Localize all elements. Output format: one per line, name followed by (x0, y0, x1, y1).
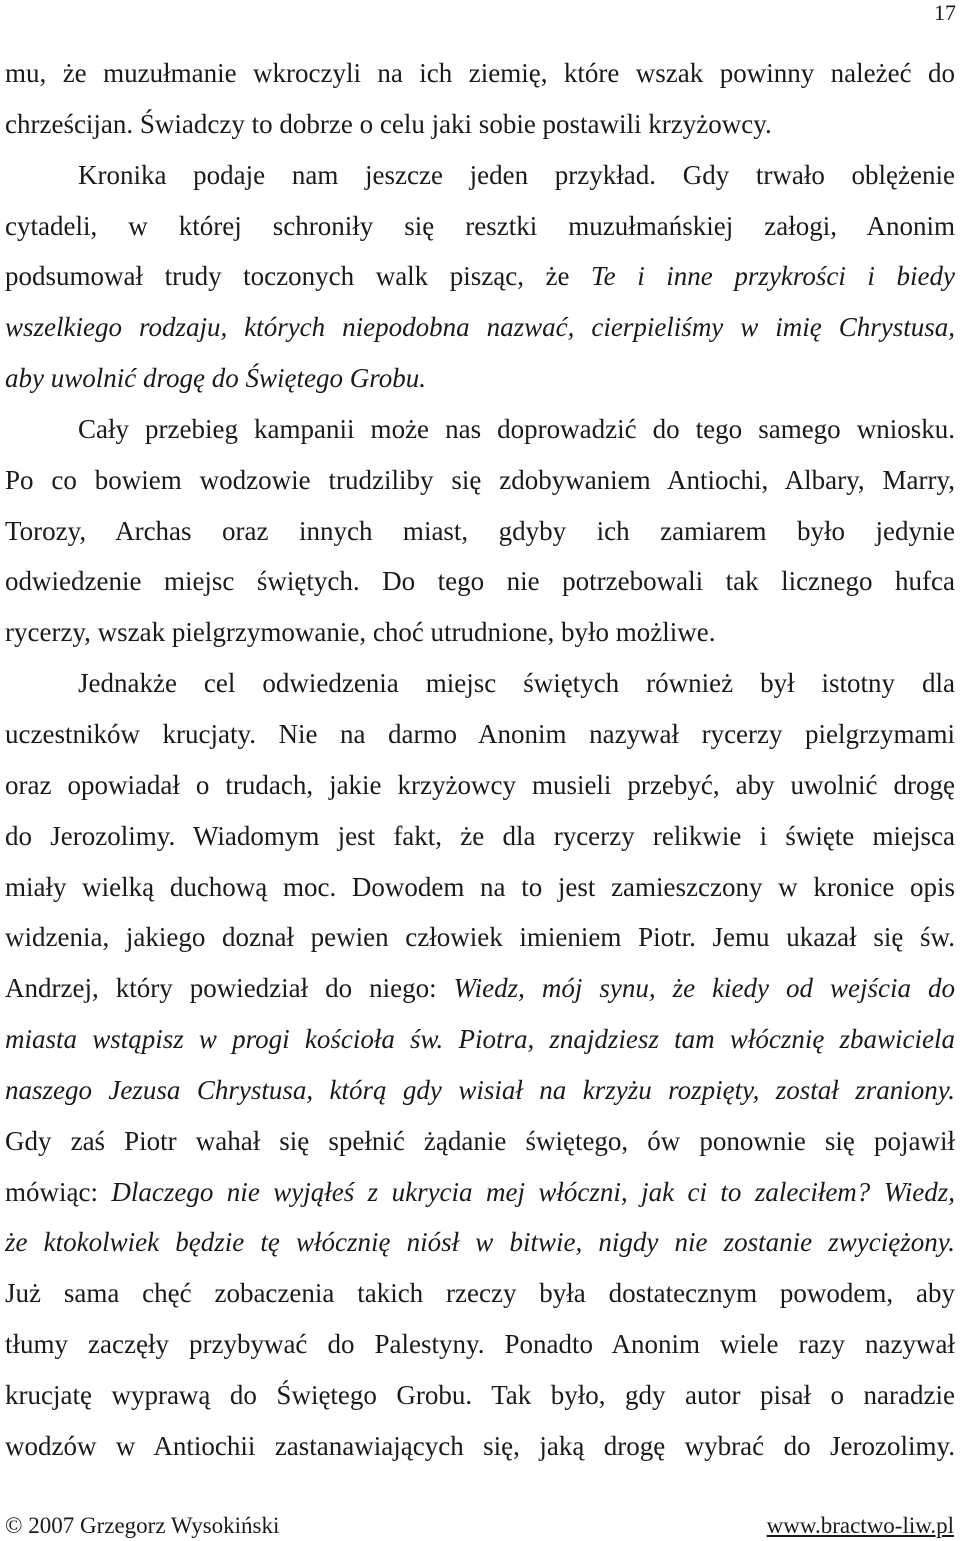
text-line (5, 302, 955, 353)
italic-quote-text: Dlaczego nie wyjąłeś z ukrycia mej włóczni, jak ci to zaleciłem? Wiedz, (111, 1176, 955, 1207)
text-line (5, 251, 955, 302)
body-text: Gdy zaś Piotr wahał się spełnić żądanie świętego, ów ponownie się pojawił (5, 1125, 955, 1156)
text-line (5, 48, 955, 99)
text-line (5, 912, 955, 963)
body-text: Kronika podaje nam jeszcze jeden przykład. Gdy trwało oblężenie (78, 159, 955, 190)
text-line (5, 1370, 955, 1421)
text-line (5, 709, 955, 760)
text-line (5, 1268, 955, 1319)
text-line (5, 404, 955, 455)
body-text: do Jerozolimy. Wiadomym jest fakt, że dla rycerzy relikwie i święte miejsca (5, 820, 955, 851)
body-text: Jednakże cel odwiedzenia miejsc świętych również był istotny dla (78, 668, 955, 699)
body-text: widzenia, jakiego doznał pewien człowiek imieniem Piotr. Jemu ukazał się św. (5, 922, 955, 953)
italic-quote-text: Te i inne przykrości i biedy (591, 261, 955, 292)
text-line (5, 862, 955, 913)
italic-quote-text: naszego Jezusa Chrystusa, którą gdy wisiał na krzyżu rozpięty, został zraniony. (5, 1074, 955, 1105)
body-text: cytadeli, w której schroniły się resztki muzułmańskiej załogi, Anonim (5, 210, 955, 241)
text-line (5, 455, 955, 506)
text-line (5, 556, 955, 607)
page-body-text (5, 48, 955, 1472)
body-text: oraz opowiadał o trudach, jakie krzyżowcy musieli przebyć, aby uwolnić drogę (5, 769, 955, 800)
text-line (5, 1319, 955, 1370)
body-text: podsumował trudy toczonych walk pisząc, że (5, 261, 592, 292)
body-text: uczestników krucjaty. Nie na darmo Anonim nazywał rycerzy pielgrzymami (5, 718, 955, 749)
body-text: miały wielką duchową moc. Dowodem na to jest zamieszczony w kronice opis (5, 871, 955, 902)
text-line (5, 760, 955, 811)
body-text: mu, że muzułmanie wkroczyli na ich ziemię, które wszak powinny należeć do (5, 58, 955, 88)
italic-quote-text: wszelkiego rodzaju, których niepodobna nazwać, cierpieliśmy w imię Chrystusa, (5, 312, 955, 343)
body-text: wodzów w Antiochii zastanawiających się, jaką drogę wybrać do Jerozolimy. (5, 1430, 955, 1461)
footer-website-link[interactable]: www.bractwo-liw.pl (766, 1513, 954, 1538)
body-text: Po co bowiem wodzowie trudziliby się zdobywaniem Antiochi, Albary, Marry, (5, 464, 955, 495)
body-text: krucjatę wyprawą do Świętego Grobu. Tak było, gdy autor pisał o naradzie (5, 1379, 955, 1410)
text-line (5, 99, 955, 150)
body-text: rycerzy, wszak pielgrzymowanie, choć utrudnione, było możliwe. (5, 617, 716, 648)
text-line (5, 1421, 955, 1472)
body-text: Już sama chęć zobaczenia takich rzeczy była dostatecznym powodem, aby (5, 1278, 955, 1309)
text-line (5, 811, 955, 862)
body-text: tłumy zaczęły przybywać do Palestyny. Ponadto Anonim wiele razy nazywał (5, 1329, 955, 1360)
page-number: 17 (934, 0, 956, 25)
italic-quote-text: Wiedz, mój synu, że kiedy od wejścia do (453, 973, 955, 1004)
body-text: chrześcijan. Świadczy to dobrze o celu jaki sobie postawili krzyżowcy. (5, 108, 772, 139)
italic-quote-text: aby uwolnić drogę do Świętego Grobu. (5, 363, 426, 394)
italic-quote-text: miasta wstąpisz w progi kościoła św. Piotra, znajdziesz tam włócznię zbawiciela (5, 1024, 955, 1055)
body-text: odwiedzenie miejsc świętych. Do tego nie potrzebowali tak licznego hufca (5, 566, 955, 597)
text-line (5, 607, 955, 658)
text-line (5, 1065, 955, 1116)
text-line (5, 963, 955, 1014)
footer-copyright: © 2007 Grzegorz Wysokiński (5, 1513, 280, 1538)
italic-quote-text: że ktokolwiek będzie tę włócznię niósł w bitwie, nigdy nie zostanie zwyciężony. (5, 1227, 955, 1258)
text-line (5, 1167, 955, 1218)
body-text: mówiąc: (5, 1176, 112, 1207)
text-line (5, 1116, 955, 1167)
text-line (5, 506, 955, 557)
body-text: Cały przebieg kampanii może nas doprowadzić do tego samego wniosku. (78, 413, 955, 444)
text-line (5, 201, 955, 252)
text-line (5, 658, 955, 709)
body-text: Torozy, Archas oraz innych miast, gdyby ich zamiarem było jedynie (5, 515, 955, 546)
text-line (5, 1217, 955, 1268)
text-line (5, 353, 955, 404)
body-text: Andrzej, który powiedział do niego: (5, 973, 454, 1004)
text-line (5, 150, 955, 201)
text-line (5, 1014, 955, 1065)
